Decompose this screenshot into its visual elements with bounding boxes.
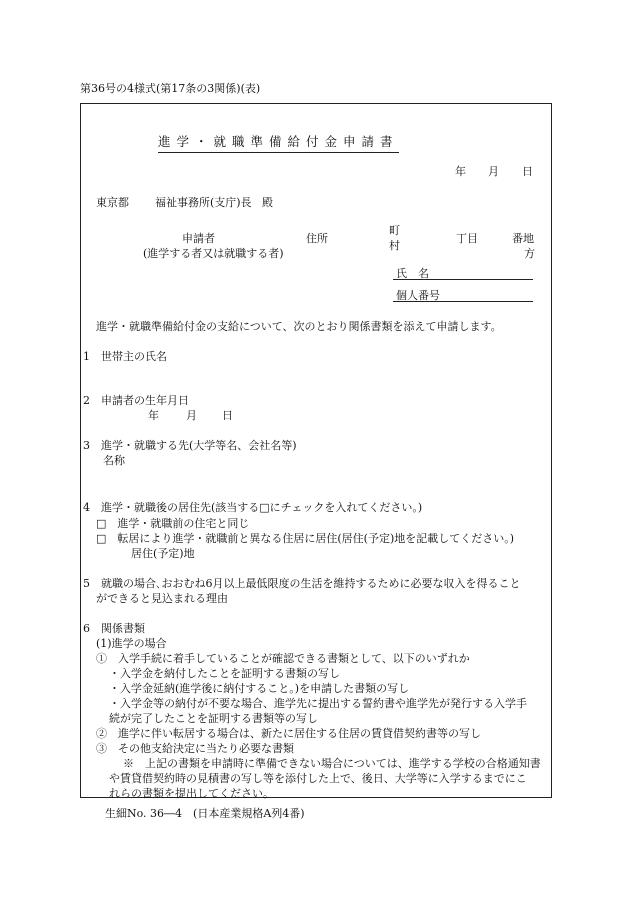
section-5-line2: ができると見込まれる理由 xyxy=(96,592,228,605)
kata-label: 方 xyxy=(524,247,535,260)
section-2-title: 2 申請者の生年月日 xyxy=(83,394,189,407)
footer-form-code: 生細No. 36―4 (日本産業規格A列4番) xyxy=(105,807,305,820)
doc-item-3: ③ その他支給決定に当たり必要な書類 xyxy=(96,742,294,755)
applicant-sublabel: (進学する者又は就職する者) xyxy=(143,247,284,260)
section-6-sub: (1)進学の場合 xyxy=(96,637,167,650)
birth-month: 月 xyxy=(186,409,197,422)
mura-label: 村 xyxy=(389,239,400,252)
personal-number-field-line[interactable] xyxy=(393,301,533,302)
applicant-label: 申請者 xyxy=(182,232,215,245)
doc-bullet-3: ・入学金等の納付が不要な場合、進学先に提出する誓約書や進学先が発行する入学手 xyxy=(109,697,527,710)
doc-note-3: れらの書類を提出してください。 xyxy=(109,787,274,800)
personal-number-label: 個人番号 xyxy=(396,289,440,302)
section-3-title: 3 進学・就職する先(大学等名、会社名等) xyxy=(83,439,297,452)
residence-option-move[interactable]: □ 転居により進学・就職前と異なる住居に居住(居住(予定)地を記載してください。) xyxy=(96,532,515,545)
section-4-sub: 居住(予定)地 xyxy=(131,547,195,560)
section-3-sub: 名称 xyxy=(103,454,125,467)
date-month: 月 xyxy=(488,165,499,178)
birth-year: 年 xyxy=(148,409,159,422)
chome-label: 丁目 xyxy=(456,232,478,245)
section-1-title: 1 世帯主の氏名 xyxy=(83,350,167,363)
birth-day: 日 xyxy=(222,409,233,422)
doc-note-1: ※ 上記の書類を申請時に準備できない場合については、進学する学校の合格通知書 xyxy=(123,757,541,770)
form-title: 進学・就職準備給付金申請書 xyxy=(158,132,399,153)
section-5-line1: 5 就職の場合､おおむね6月以上最低限度の生活を維持するために必要な収入を得ること xyxy=(83,577,521,590)
name-label: 氏 名 xyxy=(396,267,429,280)
addressee-city: 東京都 xyxy=(96,196,129,209)
date-year: 年 xyxy=(455,165,466,178)
form-number-header: 第36号の4様式(第17条の3関係)(表) xyxy=(80,82,261,95)
machi-label: 町 xyxy=(389,224,400,237)
date-day: 日 xyxy=(522,165,533,178)
doc-bullet-3-cont: 続が完了したことを証明する書類等の写し xyxy=(109,712,318,725)
doc-note-2: や賃貸借契約時の見積書の写し等を添付した上で、後日、大学等に入学するまでにこ xyxy=(109,772,527,785)
section-6-title: 6 関係書類 xyxy=(83,622,145,635)
doc-bullet-2: ・入学金延納(進学後に納付すること。)を申請した書類の写し xyxy=(109,682,410,695)
addressee-honorific: 殿 xyxy=(262,196,273,209)
name-field-line[interactable] xyxy=(393,279,533,280)
residence-option-same[interactable]: □ 進学・就職前の住宅と同じ xyxy=(96,517,250,530)
intro-text: 進学・就職準備給付金の支給について、次のとおり関係書類を添えて申請します。 xyxy=(96,320,502,333)
doc-item-2: ② 進学に伴い転居する場合は、新たに居住する住居の賃貸借契約書等の写し xyxy=(96,727,481,740)
banchi-label: 番地 xyxy=(512,232,534,245)
addressee-office: 福祉事務所(支庁)長 xyxy=(155,196,252,209)
address-label: 住所 xyxy=(306,232,328,245)
doc-item-1: ① 入学手続に着手していることが確認できる書類として、以下のいずれか xyxy=(96,652,470,665)
doc-bullet-1: ・入学金を納付したことを証明する書類の写し xyxy=(109,667,340,680)
section-4-title: 4 進学・就職後の居住先(該当する□にチェックを入れてください。) xyxy=(83,501,423,514)
